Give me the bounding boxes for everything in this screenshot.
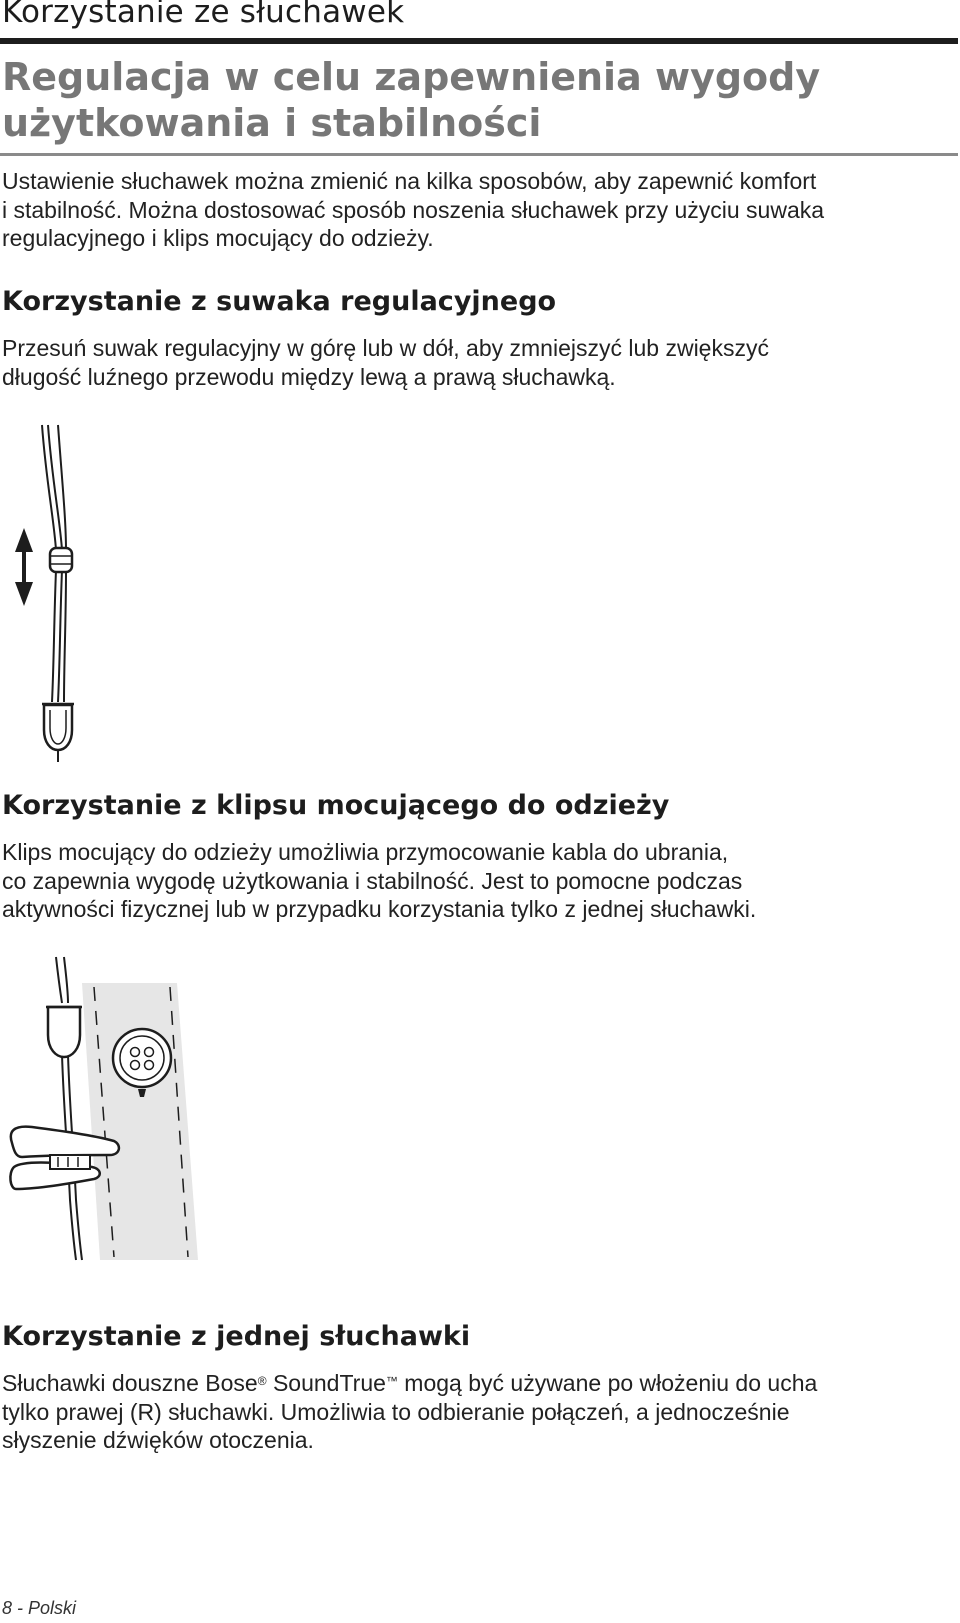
header-rule	[0, 38, 958, 44]
slider-line-1: Przesuń suwak regulacyjny w górę lub w dół, aby zmniejszyć lub zwiększyć	[2, 335, 769, 361]
page-number: 8 - Polski	[2, 1598, 77, 1618]
clip-paragraph	[2, 838, 756, 924]
intro-line-2: i stabilność. Można dostosować sposób noszenia słuchawek przy użyciu suwaka	[2, 196, 825, 223]
intro-paragraph	[2, 167, 824, 253]
intro-line-3: regulacyjnego i klips mocujący do odzieży.	[2, 225, 434, 251]
intro-line-1: Ustawienie słuchawek można zmienić na kilka sposobów, aby zapewnić komfort	[2, 168, 817, 194]
slider-heading: Korzystanie z suwaka regulacyjnego	[2, 286, 557, 317]
cable	[56, 957, 82, 1260]
single-line-1b: SoundTrue	[266, 1370, 386, 1396]
slider-illustration	[10, 420, 130, 765]
single-earbud-paragraph	[2, 1369, 817, 1455]
clip-line-2: co zapewnia wygodę użytkowania i stabilność. Jest to pomocne podczas	[2, 867, 743, 894]
clip-line-3: aktywności fizycznej lub w przypadku korzystania tylko z jednej słuchawki.	[2, 896, 757, 922]
up-down-arrow-icon	[15, 528, 33, 606]
single-line-1a: Słuchawki douszne Bose	[2, 1370, 258, 1396]
clip-line-1: Klips mocujący do odzieży umożliwia przymocowanie kabla do ubrania,	[2, 839, 729, 865]
section-title: Regulacja w celu zapewnienia wygody użytkowania i stabilności	[2, 55, 821, 145]
registered-mark: ®	[257, 1374, 267, 1388]
clothing-clip-illustration	[2, 955, 217, 1265]
trademark-mark: ™	[385, 1374, 398, 1388]
single-line-2: tylko prawej (R) słuchawki. Umożliwia to odbieranie połączeń, a jednocześnie	[2, 1398, 790, 1425]
cable-split-icon	[46, 1007, 82, 1057]
single-line-1c: mogą być używane po włożeniu do ucha	[397, 1370, 818, 1396]
cable-split-icon	[42, 704, 74, 762]
section-rule	[0, 153, 958, 156]
single-line-3: słyszenie dźwięków otoczenia.	[2, 1427, 314, 1453]
single-earbud-heading: Korzystanie z jednej słuchawki	[2, 1321, 471, 1352]
slider-paragraph	[2, 334, 769, 391]
clip-heading: Korzystanie z klipsu mocującego do odzieży	[2, 790, 670, 821]
chapter-header: Korzystanie ze słuchawek	[2, 0, 405, 30]
slider-line-2: długość luźnego przewodu między lewą a prawą słuchawką.	[2, 363, 616, 390]
fabric	[82, 983, 198, 1260]
adjustment-slider	[50, 548, 72, 572]
